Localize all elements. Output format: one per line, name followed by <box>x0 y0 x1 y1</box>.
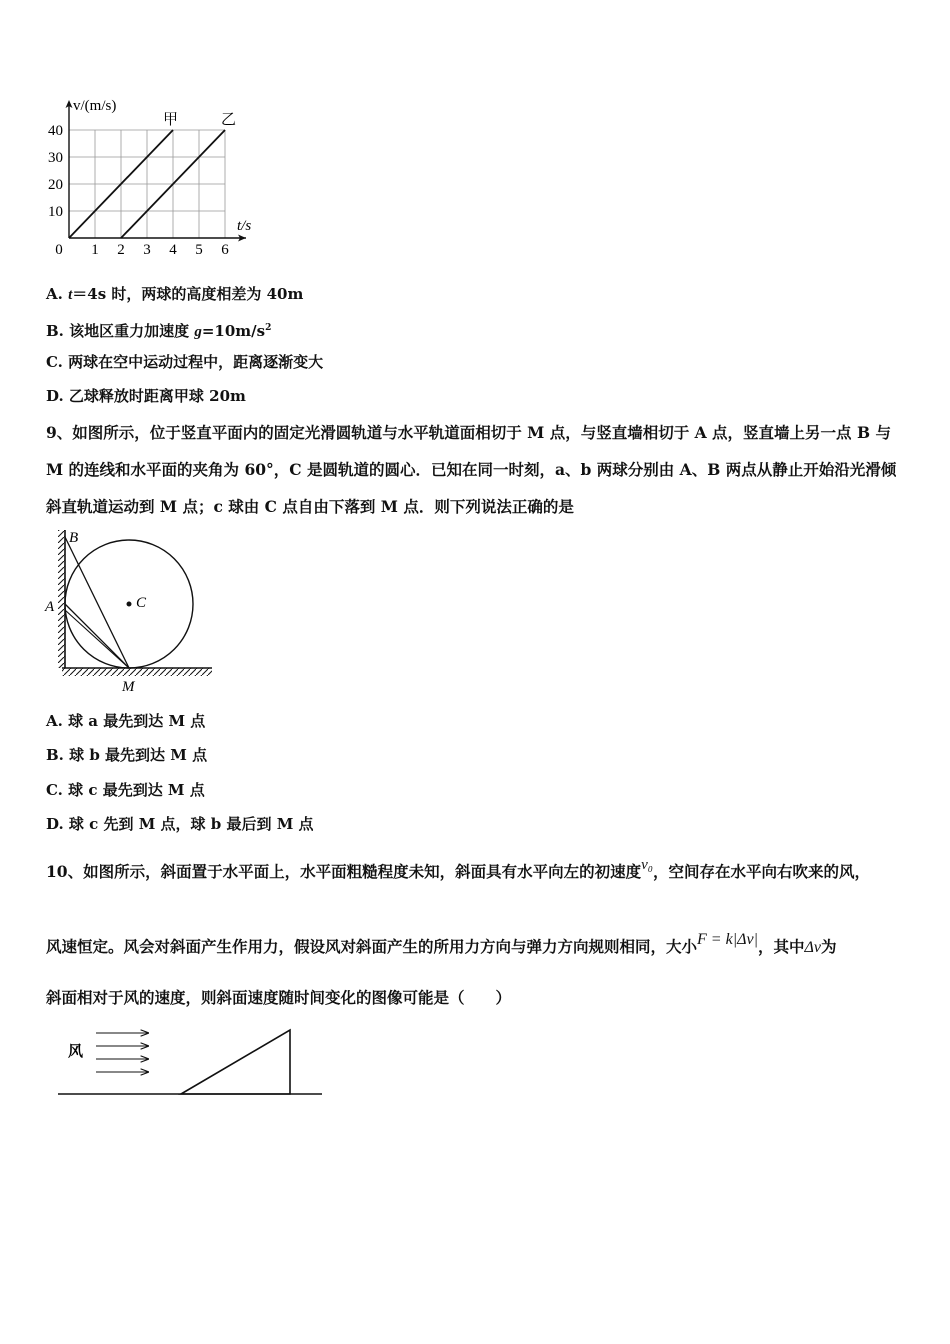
chord-bm <box>65 537 129 668</box>
q8-option-c: C. 两球在空中运动过程中，距离逐渐变大 <box>46 353 324 371</box>
q9-option-c: C. 球 c 最先到达 M 点 <box>46 781 205 799</box>
q8-option-a: A. t＝4s 时，两球的高度相差为 40m <box>46 285 304 303</box>
q8-option-b: B. 该地区重力加速度 $g=10m/s^2$ <box>46 322 272 340</box>
q9-option-a: A. 球 a 最先到达 M 点 <box>46 712 206 730</box>
x-tick-label: 2 <box>117 242 125 258</box>
q10-stem-line-1: 10、如图所示，斜面置于水平面上，水平面粗糙程度未知，斜面具有水平向左的初速度v₀，空间存在水平向右吹来的风， <box>46 857 870 881</box>
q8-option-d: D. 乙球释放时距离甲球 20m <box>46 387 246 405</box>
wind-label: 风 <box>68 1044 84 1060</box>
chord-am <box>65 604 129 668</box>
y-axis-label: v/(m/s) <box>73 98 117 114</box>
x-tick-label: 3 <box>143 242 151 258</box>
label-a: A <box>45 599 55 615</box>
ground-hatch <box>62 668 212 676</box>
x-tick-label: 5 <box>195 242 203 258</box>
q10-stem-line-3: 斜面相对于风的速度，则斜面速度随时间变化的图像可能是（ ） <box>46 988 512 1007</box>
q9-option-b: B. 球 b 最先到达 M 点 <box>46 746 208 764</box>
q9-stem-line-1: 9、如图所示，位于竖直平面内的固定光滑圆轨道与水平轨道面相切于 M 点，与竖直墙相切于 A 点，竖直墙上另一点 B 与 <box>46 423 891 442</box>
q10-stem-line-2: 风速恒定。风会对斜面产生作用力，假设风对斜面产生的所用力方向与弹力方向规则相同，大小F = k|Δv|，其中Δv为 <box>46 931 837 956</box>
q9-stem-line-3: 斜直轨道运动到 M 点；c 球由 C 点自由下落到 M 点．则下列说法正确的是 <box>46 497 574 516</box>
q9-stem-line-2: M 的连线和水平面的夹角为 60°，C 是圆轨道的圆心．已知在同一时刻，a、b 两球分别由 A、B 两点从静止开始沿光滑倾 <box>46 460 897 479</box>
velocity-time-chart <box>40 96 270 261</box>
label-m: M <box>122 679 135 695</box>
wall-hatch <box>58 530 65 668</box>
center-point <box>127 602 132 607</box>
label-c: C <box>136 595 147 611</box>
series-label-jia: 甲 <box>163 112 179 128</box>
x-axis-label: t/s <box>237 218 252 234</box>
x-tick-label: 1 <box>91 242 99 258</box>
y-tick-label: 10 <box>48 204 63 220</box>
x-tick-label: 4 <box>169 242 177 258</box>
y-tick-label: 40 <box>48 123 63 139</box>
q9-option-d: D. 球 c 先到 M 点，球 b 最后到 M 点 <box>46 815 314 833</box>
delta-v-symbol: Δv <box>804 939 821 956</box>
label-b: B <box>69 530 79 546</box>
x-tick-label: 6 <box>221 242 229 258</box>
force-formula: F = k|Δv| <box>697 931 758 948</box>
incline-block <box>181 1030 290 1094</box>
y-tick-label: 30 <box>48 150 63 166</box>
series-label-yi: 乙 <box>221 112 237 128</box>
circle-track-figure <box>40 525 220 697</box>
incline-wind-figure <box>50 1024 330 1104</box>
v0-symbol: v₀ <box>641 857 653 873</box>
origin-label: 0 <box>55 242 63 258</box>
y-tick-label: 20 <box>48 177 63 193</box>
